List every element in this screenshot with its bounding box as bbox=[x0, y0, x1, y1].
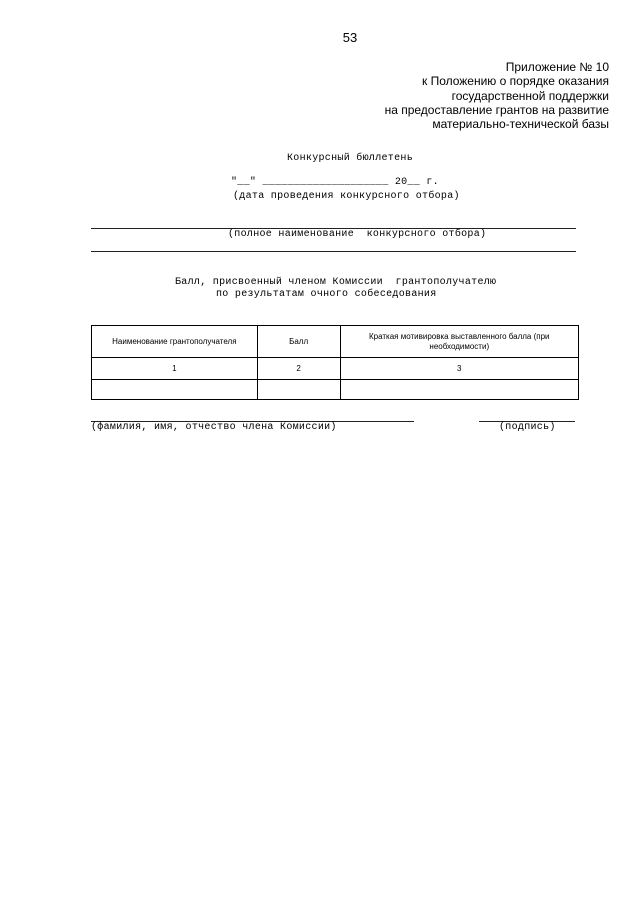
subtitle-line-2: по результатам очного собеседования bbox=[216, 289, 437, 300]
table-header-row bbox=[92, 326, 579, 358]
column-number: 2 bbox=[257, 358, 340, 380]
appendix-line: на предоставление грантов на развитие bbox=[384, 102, 609, 117]
signature-caption: (подпись) bbox=[499, 422, 556, 433]
date-line: "__" ____________________ 20__ г. bbox=[231, 177, 439, 188]
column-number: 3 bbox=[340, 358, 578, 380]
member-name-caption: (фамилия, имя, отчество члена Комиссии) bbox=[91, 422, 337, 433]
competition-name-line-2 bbox=[91, 251, 576, 252]
header-motivation: Краткая мотивировка выставленного балла (при необходимости) bbox=[340, 326, 578, 358]
appendix-line: Приложение № 10 bbox=[505, 60, 609, 74]
subtitle-line-1: Балл, присвоенный членом Комиссии грантополучателю bbox=[175, 277, 497, 288]
table-number-row bbox=[92, 358, 579, 380]
table-row bbox=[92, 380, 579, 400]
table-cell-score[interactable] bbox=[257, 380, 340, 400]
page-number: 53 bbox=[342, 30, 358, 45]
column-number: 1 bbox=[92, 358, 258, 380]
appendix-header bbox=[385, 60, 609, 131]
competition-name-caption: (полное наименование конкурсного отбора) bbox=[228, 229, 487, 240]
appendix-line: государственной поддержки bbox=[451, 88, 609, 103]
bulletin-title: Конкурсный бюллетень bbox=[286, 153, 414, 164]
table-cell-recipient[interactable] bbox=[92, 380, 258, 400]
date-caption: (дата проведения конкурсного отбора) bbox=[233, 191, 460, 202]
header-recipient-name: Наименование грантополучателя bbox=[92, 326, 258, 358]
appendix-line: материально-технической базы bbox=[432, 117, 609, 132]
appendix-line: к Положению о порядке оказания bbox=[421, 74, 609, 89]
header-score: Балл bbox=[257, 326, 340, 358]
score-table bbox=[91, 325, 579, 400]
table-cell-motivation[interactable] bbox=[340, 380, 578, 400]
